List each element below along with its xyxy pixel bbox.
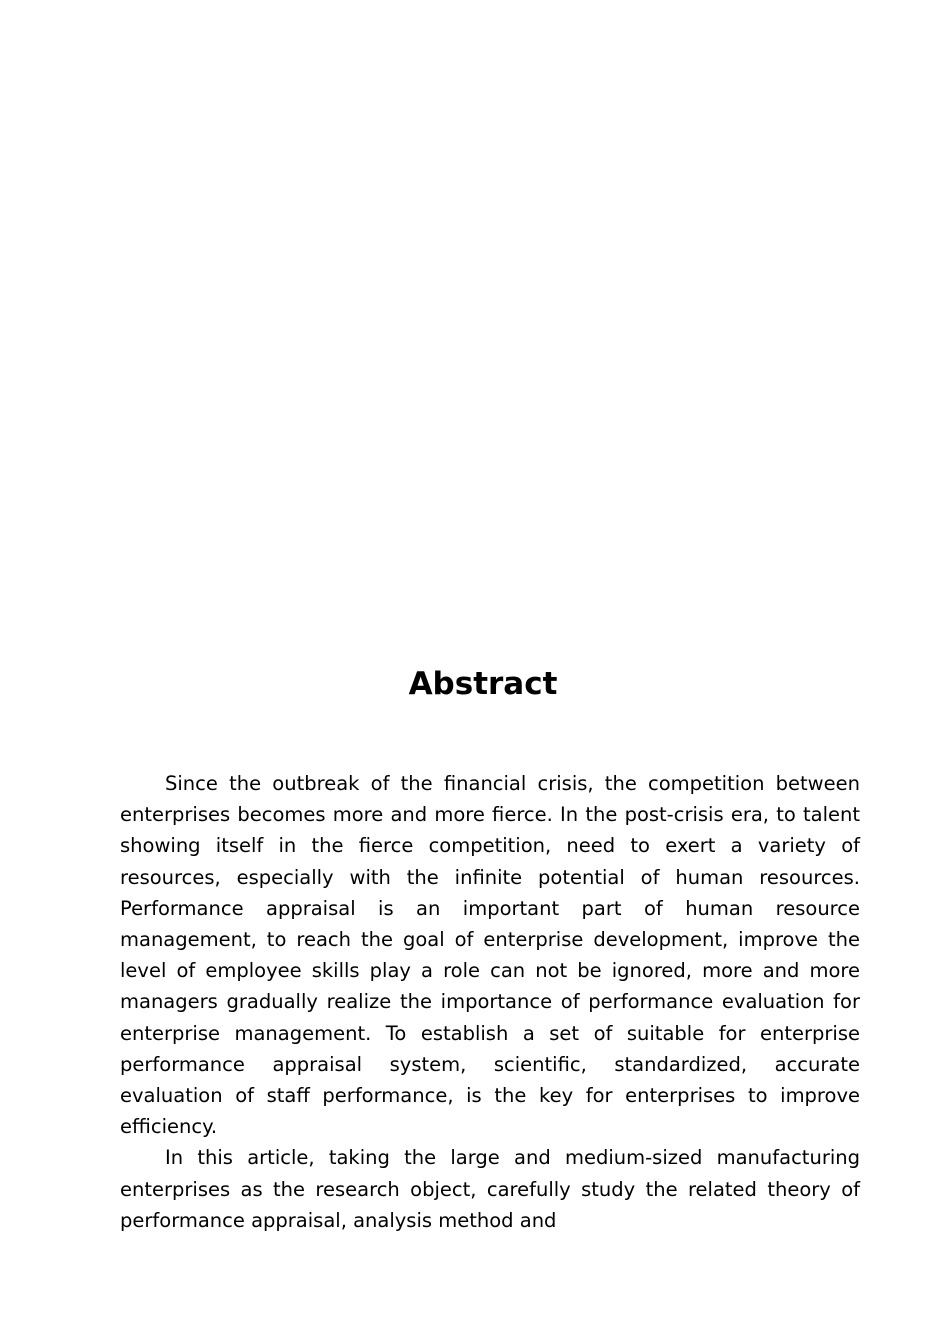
abstract-paragraph-2: In this article, taking the large and medium-sized manufacturing enterprises as the research object, carefully study the related theory of performance appraisal, analysis method and xyxy=(120,1146,860,1232)
abstract-heading: Abstract xyxy=(408,666,558,702)
abstract-paragraph-1: Since the outbreak of the financial crisis, the competition between enterprises becomes more and more fierce. In the post-crisis era, to talent showing itself in the fierce competition, need to exert a variety of resources, especially with the infinite potential of human resources. Performance appraisal is an important part of human resource management, to reach the goal of enterprise development, improve the level of employee skills play a role can not be ignored, more and more managers gradually realize the importance of performance evaluation for enterprise management. To establish a set of suitable for enterprise performance appraisal system, scientific, standardized, accurate evaluation of staff performance, is the key for enterprises to improve efficiency. xyxy=(120,772,860,1139)
abstract-body xyxy=(120,768,860,1236)
